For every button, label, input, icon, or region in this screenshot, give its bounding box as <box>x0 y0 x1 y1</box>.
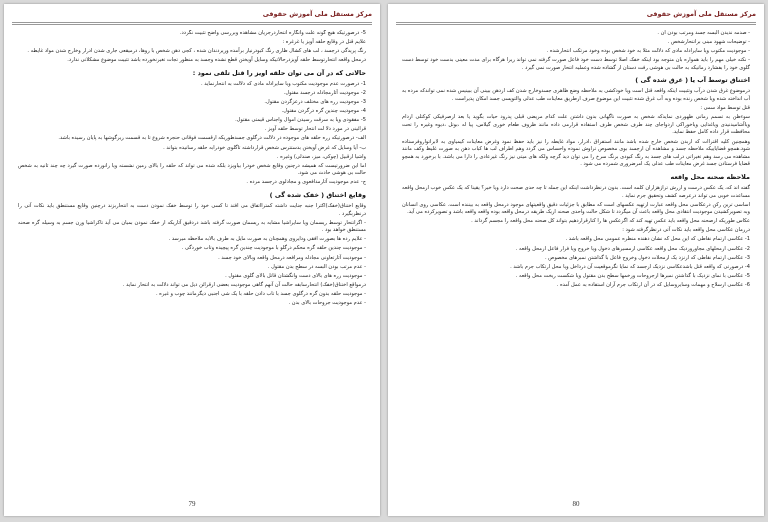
list-item: - توضیحات شهود مبنی برانتحارشخص . <box>667 39 750 46</box>
header-title: مرکز مستقل ملی آموزش حقوقی <box>262 10 372 18</box>
list-item: قرائینی در مورد دلا لت انتحار توسط حلقه آویز . <box>264 126 366 133</box>
section-heading: ملاحظه صحنه محل واقعه <box>670 172 750 181</box>
list-item: الف- درصورتیکه زره حلقه های موجوده در دلالت درگلوی جسدطوریکه ازقسمت فوقانی حنجره شروع تا به قسمت زیرگوشها به پایان رسیده باشد. <box>58 135 366 142</box>
paragraph: گفته اند که، یک عکس درست و ازرش تراژهزاران کلمه است. بدون درنظرداشت اینکه این جمله تا چه حدی صحت دارد ویا خیر؟ یقینا که یک عکس خوب ازمحل واقعه مساعدت خوبی می تواند درعرصه کشف وتحقیق جرم نماید . <box>402 184 750 199</box>
left-page <box>4 4 380 516</box>
paragraph: وقایع اختناق(خفک)اکثرا جنبه جنایت داشته کمترااتفاق می افتد تا کسی خود را توسط خفک نمودن دست به انتحاربزند درچنین وقایع مستنطق باید نکات آتی را درنظربگیرد . <box>18 203 366 217</box>
paragraph: وهمچنین کلیه اقتراات که ازبدن شخص خارج شده باشد مانند استفراق ،ادرار، مواد غایطه را نیز باید حفظ نمود وغرض معاینات کیمیاوی به لابراتواروفرستاده شود.همچو قضایاییکه ملاحظه جسد و مشاهده آن ازجسد بوی مخصوص تراوش نموده واحساس می گردد وهم اطراف لب ها کباب دهن به صورت غلیظ وکف مانند مشاهده می رسد وهم تغیراتی درلب های جسد به رنگ کبودی برنگ سرخ را می توان دید گرچه ولکه های میتی نیز رنگ غیرعادی را دارا می باشد. با برخورد به همچو قضایا فرستادن جسد غرض معاینات طب عدلی یک امرضروری شمرده می شود . <box>402 138 750 168</box>
list-item: - موجودیت مکتوب ویا سایرادله مادی که دلالت مثلا به خود شخص بوده وخود مرتکب انتحارشده . <box>546 48 750 55</box>
list-item: - موجودیت چندین حلقه گره محکم درگلو با موجودیت چندین گره پیچیده وتاب خوردگی . <box>181 245 366 252</box>
section-heading: اختناق توسط آب یا ( غرق شده گی ) <box>635 76 750 85</box>
list-item: 4- درصورتی که واقعه قتل باشدعکاسی نزدیک ازجسد که نمایا نگرموقعیت آن درداخل ویا محل ارتکاب جرم باشد . <box>510 263 750 270</box>
paragraph: درموضوع غرق شدن درآب وتثبیت اینکه واقعه قتل است ویا خودکشی به ملاحظه وضع ظاهری جسدوخارج شدن کف ازدهن ببینی آن ببینیس شده نمی تواندکه مرده به آب انداخته شده ویا شخص زنده بوده وبه آب غرق شده تثبیت این موضوع صرف ازطریق معاینات طب عدلی والتوپسی جسد امکان پذیراست . <box>402 88 750 103</box>
list-item: 3- موجودیت زره های مختلف درعزگردن مقتول. <box>264 99 366 106</box>
paragraph: - نکته خیلی مهم را باید همواره بان متوجه بود اینکه خفک اصلا توسط دست خود فاعل صورت گرفته نمی تواند زیرا هرگاه برای مدت معینی بدست خود توسط دست گلوی خود را بفشارد زمانیکه به حالت بی هوشی رفت دستان از گشاده شده وعملیه انتحار صورت نمی گیرد . <box>402 57 750 71</box>
list-item: - موجودیت آثارتعاونی مجادله ومرافعه درمحل واقعه وبالای خود جسد . <box>218 254 366 261</box>
section-heading: وقایع اختناق ( خفک شده گی ) <box>269 191 366 199</box>
list-item: 5- مفقودی ویا به سرقت رسیدن اموال واجناس قیمتی مقتول. <box>235 117 366 124</box>
paragraph: اساسی ترین رکن درعکاسی محل واقعه عبارت ازتهیه عکسهای است که مطابق با جزئیات دقیق واقعیتهای موجود درمحل واقعه به بیننده است. عکاسی روی انسانان وبه تصویرکشیدن موجودیت انتقادی محل واقعه باعث آن میگردد تا شکل حالت واحدی صحنه ازیک طریقه درمحل واقعه بوده واقعه واقعه باشد و تصویرکرده می آید. <box>402 201 750 216</box>
section-heading: حالاتی که در آن می توان حلقه اویز را قتل تلقی نمود : <box>192 68 366 77</box>
list-item: - علایم رده ها بصورت افقی ودایروی وهمچنان به صورت مایل به طرف بالابه ملاحظه میرسد . <box>168 236 366 243</box>
list-item: ج- عدم موجودیت آثارمدافعوی و مجادلوی درجسد مرده . <box>246 179 366 186</box>
list-item: 4- موجودیت چندین گره درگردن مقتول. <box>281 108 366 115</box>
list-item: 2- عکاسی ازمحلهای مجاوروزدیک محل واقعه عکاسی ازمسیرهای دخول ویا خروج ویا فرار فاعل ازمحل واقعه . <box>515 245 750 252</box>
list-item: اما این ضرورتیست که همیشه درچنین وقایع شخص خودرا بیاویزد بلکه شده می تواند که حلقه را بالای زمین نشسته ویا زانوزده صورت گیرد چه چند ثانیه به شخص حالت بی هوشی حادث می شود. <box>18 162 366 177</box>
list-item: 5- عکاسی با نمای نزدیک با گذاشتن نمبرها ازجروحات وزخمها سطح بدن مقتول ویا شکست ریخت محل واقعه . <box>515 272 750 279</box>
paragraph: رنگ پریدگی درجسد ، لب های کشال ظاری رنگ کبودرنیاز برآمده وزیردندان شده ، کجی دهن شخص با زوها، درمیقعی جاری شدن ادرار وخارج شدن مواد غایطه . <box>27 48 366 55</box>
list-item: 6- عکاسی ازسلاح و مهمات وسایروسایل که در آن ارتکاب جرم آزان استفاده به عمل آمده . <box>556 281 750 288</box>
page-number: 79 <box>188 500 196 508</box>
page-header <box>396 8 756 23</box>
header-rule <box>12 24 372 25</box>
list-item: 2- موجودیت آثارمجادله درجسد مقتول. <box>283 89 366 96</box>
paragraph: علایم قتل در وقایع حلقه آویز یا غرغره : <box>282 39 366 46</box>
list-item: واشیا ازقبیل (چوکی، میز، صندلی) وغیره . <box>276 153 366 160</box>
paragraph: درمحل واقعه انتحارتوسط حلقه آویزدرحالاتیکه وسایل آویختن قطع نشده وجسد به منظور تجات تغیرنخورده باشد تثبیت موضوع مشکلاتی ندارد. <box>67 57 366 64</box>
list-item: - صدمه ندیدن البسه جسد ومرتب بودن آن . <box>657 30 750 36</box>
paragraph: 5- درصورتیکه هیچ گونه علت وانگاره انتحاردرجریان مشاهده وبررسی واضح تثبیت نگردد. <box>179 30 366 36</box>
list-item: 3- عکاسی ازتمام نقاطی که ازنزد یک ازمحلات دخول وخروج فاعل با گذاشتن نمبرهای مخصوص . <box>544 254 750 261</box>
list-item: 1- درصورت عدم موجودیت مکتوب ویا سایرادله مادی که دلالت به انتحارنماید . <box>201 80 366 87</box>
list-item: - عدم موجودیت جروحات بالای بدن . <box>288 300 366 307</box>
list-item: - اگرانتحار توسط ریسمان ویا سایراشیا مشابه به ریسمان صورت گرفته باشد دردقیق آثاریکه از خفک نمودن بمیان می آید تاکراشیا وزن جسم به وسیله گره صحنه مستنطق خواهد بود . <box>18 219 366 234</box>
list-item: - عدم مرتب بودن البسه در سطح بدن مقتول . <box>267 263 366 270</box>
page-header <box>12 8 372 23</box>
paragraph: درمواقع اختناق(خفک) انتحارسابقه حالت آن آنهم گاهی موجودیت بعضی ازقرائن ذیل می تواند دلالت به انتحار نماید . <box>122 281 366 288</box>
page-content <box>18 30 366 494</box>
paragraph: درزمان عکاسی محل واقعه باید نکات آتی درنظرگرفته شود : <box>622 227 750 234</box>
paragraph: عکاس طوریکه ازصحنه محل واقعه باید عکس تهیه کند که اگرعکس ها را کنارقراردهیم بتواند کل صحنه محل واقعه را مجسم گرداند . <box>471 218 750 225</box>
list-item: - موجودیت حلقه بدون گره درگلوی جسد با تاب دادن حلقه با یک شی اجنبی دیگرمانند چوب و غیره . <box>155 290 366 297</box>
list-item: - موجودیت زره های بالای دست وانگشتان قاتل بالای گلوی مقتول . <box>225 272 366 279</box>
right-page <box>388 4 764 516</box>
header-rule <box>396 24 756 25</box>
paragraph: سوءظن به تسمم زمانی ظهوردی نمایدکه شخص به صورت ناگهانی بدون داشتن علت کدام مریضی قبلی پدرود حیات بگوید یا بعد ازصرفیکی کوکتلی ازدام ویاآشامیدنیدی ویاغذایی ویاخوراکی ازدواجای چند طرف شخص طرف استفاده قرارمی داده مانند ظروف طعام خوری گیلاس، پیا له ،بوتل ،دیوه وغیره را تحت محافظت قرار داده کامل حفظ نماید. <box>402 114 750 136</box>
page-content <box>402 30 750 494</box>
page-number: 80 <box>572 500 580 508</box>
list-item: 1- عکاسی ازتمام نقاطی که این محل که نشان دهنده منظره عمومی محل واقعه باشد . <box>565 236 750 243</box>
header-title: مرکز مستقل ملی آموزش حقوقی <box>646 10 756 18</box>
list-item: ب- آیا وسایل که غرض آویختن بدستترس شخص قرارداشته تاگلوی خودرابه حلقه رسانیده بتواند . <box>163 144 366 151</box>
subheading: قتل توسط مواد سمی : <box>700 105 750 112</box>
